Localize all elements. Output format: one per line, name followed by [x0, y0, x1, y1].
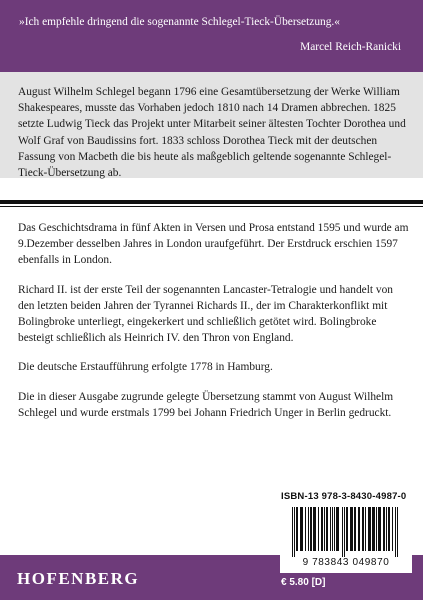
- publisher-logo: HOFENBERG: [17, 569, 140, 588]
- blurb-text: [18, 220, 410, 434]
- intro-box: [0, 72, 423, 178]
- quote-band: [0, 0, 423, 72]
- blurb-paragraph: Die in dieser Ausgabe zugrunde gelegte Übersetzung stammt von August Wilhelm Schlegel und wurde erstmals 1799 bei Johann Friedrich Unger in Berlin gedruckt.: [18, 390, 394, 419]
- quote-text: »Ich empfehle dringend die sogenannte Schlegel-Tieck-Übersetzung.«: [19, 16, 340, 28]
- barcode: [280, 505, 412, 573]
- isbn-label: ISBN-13 978-3-8430-4987-0: [281, 491, 407, 502]
- divider-thin: [0, 206, 423, 207]
- price-label: € 5.80 [D]: [281, 577, 326, 588]
- intro-text: August Wilhelm Schlegel begann 1796 eine Gesamtübersetzung der Werke William Shakespeares, musste das Vorhaben jedoch 1810 nach 14 Dramen abbrechen. 1825 setzte Ludwig Tieck das Projekt unter Mitarbeit seiner ältesten Tochter Dorothea und Wolf Graf von Baudissins fort. 1833 schloss Dorothea Tieck mit der deutschen Fassung von Macbeth die bis heute als maßgeblich geltende sogenannte Schlegel-Tieck-Übersetzung ab.: [18, 86, 406, 179]
- blurb-paragraph: Die deutsche Erstaufführung erfolgte 1778 in Hamburg.: [18, 361, 273, 374]
- blurb-paragraph: Richard II. ist der erste Teil der sogenannten Lancaster-Tetralogie und handelt von den letzten beiden Jahren der Tyrannei Richards II., der im Charakterkonflikt mit Bolingbroke unterliegt, eingekerkert und schließlich getötet wird. Bolingbroke besteigt schließlich als Heinrich IV. den Thron von England.: [18, 283, 393, 345]
- barcode-bars-icon: [292, 507, 400, 557]
- quote-author: Marcel Reich-Ranicki: [300, 41, 401, 53]
- divider-thick: [0, 200, 423, 204]
- barcode-digits: 9 783843 049870: [302, 557, 390, 568]
- blurb-paragraph: Das Geschichtsdrama in fünf Akten in Versen und Prosa entstand 1595 und wurde am 9.Dezember desselben Jahres in London uraufgeführt. Der Erstdruck erschien 1597 ebenfalls in London.: [18, 222, 409, 267]
